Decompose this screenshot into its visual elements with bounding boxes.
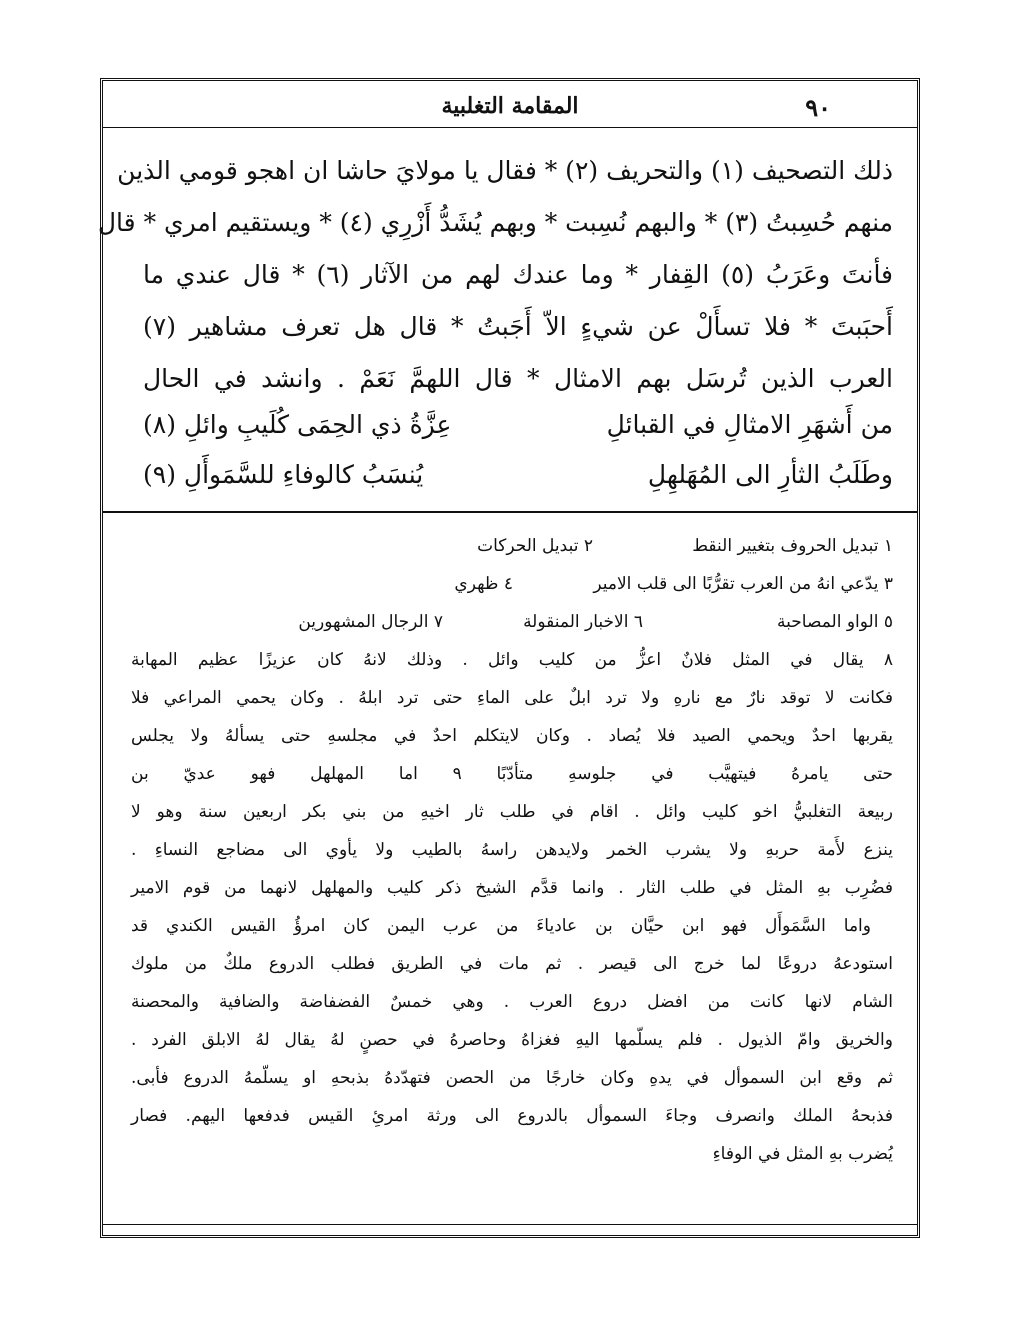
page-number: ٩٠ [805,93,831,122]
verse-first-hemistich: وطَلَبُ الثأرِ الى المُهَلهِلِ [647,459,893,489]
footnote-number: ٦ [633,612,643,632]
footnote-6 [443,603,643,641]
footnote-number: ٤ [503,574,513,594]
footnote-row [131,527,893,565]
footnote-text: الاخبار المنقولة [523,612,629,632]
footnote-paragraph-line: فضُرِب بهِ المثل في طلب الثار . وانما قدَّم الشيخ ذكر كليب والمهلهل لانهما من قوم الامير [131,878,893,898]
main-text-line: منهم حُسِبتُ (٣) * والبهم نُسِبت * وبهم يُشَدُّ أَزْرِي (٤) * ويستقيم امري * قال [97,208,893,237]
footnote-row [131,603,893,641]
footnote-row [131,565,893,603]
footnote-paragraph-line: يقربها احدٌ ويحمي الصيد فلا يُصاد . وكان لايتكلم احدٌ في مجلسهِ حتى يسألهُ ولا يجلس [131,726,893,746]
main-text-line: ذلك التصحيف (١) والتحريف (٢) * فقال يا مولايَ حاشا ان اهجو قومي الذين [117,156,893,185]
footnote-text: ظهري [454,574,499,594]
footnote-2 [393,527,593,565]
footnote-number: ٥ [883,612,893,632]
footnote-3 [593,565,893,603]
footnote-4 [313,565,593,603]
main-text-line: فأنتَ وعَرَبُ (٥) القِفار * وما عندك لهم من الآثار (٦) * قال عندي ما [143,260,894,289]
bottom-rule [103,1224,917,1225]
main-text [97,145,894,405]
footnote-paragraph-line: ٨ يقال في المثل فلانٌ اعزُّ من كليب وائل . وذلك لانهُ كان عزيزًا عظيم المهابة [131,650,893,670]
footnote-text: تبديل الحروف بتغيير النقط [692,536,879,556]
footnote-number: ٧ [433,612,443,632]
page-frame [97,78,920,1238]
footnote-paragraph-line: فكانت لا توقد نارٌ مع نارهِ ولا ترد ابلٌ على الماءِ حتى ترد ابلهُ . وكان يحمي المراعي فلا [131,688,893,708]
footnote-paragraph-line: ينزع لأَمة حربهِ ولا يشرب الخمر ولايدهن راسهُ بالطيب ولا يأوي الى مضاجع النساءِ . [131,840,893,860]
footnote-text: تبديل الحركات [477,536,579,556]
footnote-text: الواو المصاحبة [777,612,879,632]
footnote-paragraph-line: والخريق وامّ الذيول . فلم يسلّمها اليهِ فغزاهُ وحاصرهُ في حصنٍ لهُ يقال لهُ الابلق الفرد . [131,1030,893,1050]
verse-line [143,399,893,449]
footnote-paragraph-line: ربيعة التغلبيُّ اخو كليب وائل . اقام في طلب ثار اخيهِ من بني بكر اربعين سنة وهو لا [131,802,893,822]
footnote-paragraph-line: يُضرب بهِ المثل في الوفاءِ [712,1144,893,1164]
footnote-1 [593,527,893,565]
footnote-number: ٣ [883,574,893,594]
footnote-text: يدّعي انهُ من العرب تقرُّبًا الى قلب الامير [593,574,879,594]
verse-block [143,399,893,499]
footnote-7 [223,603,443,641]
footnote-paragraph-line: الشام لانها كانت من افضل دروع العرب . وهي خمسٌ الفضفاضة والضافية والمحصنة [131,992,893,1012]
footnote-5 [643,603,893,641]
header-rule [103,127,917,128]
footnote-text: الرجال المشهورين [298,612,429,632]
footnote-paragraph-line: ثم وقع ابن السموأل في يدهِ وكان خارجًا من الحصن فتهدّدهُ بذبحهِ او يسلّمهُ الدروع فأبى. [131,1068,893,1088]
verse-line [143,449,893,499]
verse-second-hemistich: عِزَّةُ ذي الحِمَى كُلَيبِ وائلِ (٨) [143,409,452,439]
footnote-paragraph-line: حتى يامرهُ فيتهيَّب في جلوسهِ متأدّبًا ٩ اما المهلهل فهو عديّ بن [131,764,893,784]
footnote-number: ١ [883,536,893,556]
footnote-separator [103,511,917,513]
verse-first-hemistich: من أَشهَرِ الامثالِ في القبائلِ [606,409,893,439]
footnotes [131,527,893,1173]
verse-second-hemistich: يُنسَبُ كالوفاءِ للسَّمَوأَلِ (٩) [143,459,424,489]
footnote-paragraph-line: واما السَّمَوأَل فهو ابن حيَّان بن عادياءَ من عرب اليمن كان امرؤُ القيس الكندي قد [131,916,871,936]
main-text-line: أَحبَبتَ * فلا تسأَلْ عن شيءٍ الاّ أَجَبتُ * قال هل تعرف مشاهير (٧) [143,312,893,341]
footnote-paragraph-line: فذبحهُ الملك وانصرف وجاءَ السموأل بالدروع الى ورثة امرئِ القيس فدفعها اليهم. فصار [131,1106,893,1126]
footnote-number: ٢ [583,536,593,556]
running-title: المقامة التغلبية [441,93,579,119]
main-text-line: العرب الذين تُرسَل بهم الامثال * قال اللهمَّ نَعَمْ . وانشد في الحال [143,364,893,393]
footnote-paragraph-line: استودعهُ دروعًا لما خرج الى قيصر . ثم مات في الطريق فطلب الدروع ملكٌ من ملوك [131,954,893,974]
page-header [103,93,917,127]
